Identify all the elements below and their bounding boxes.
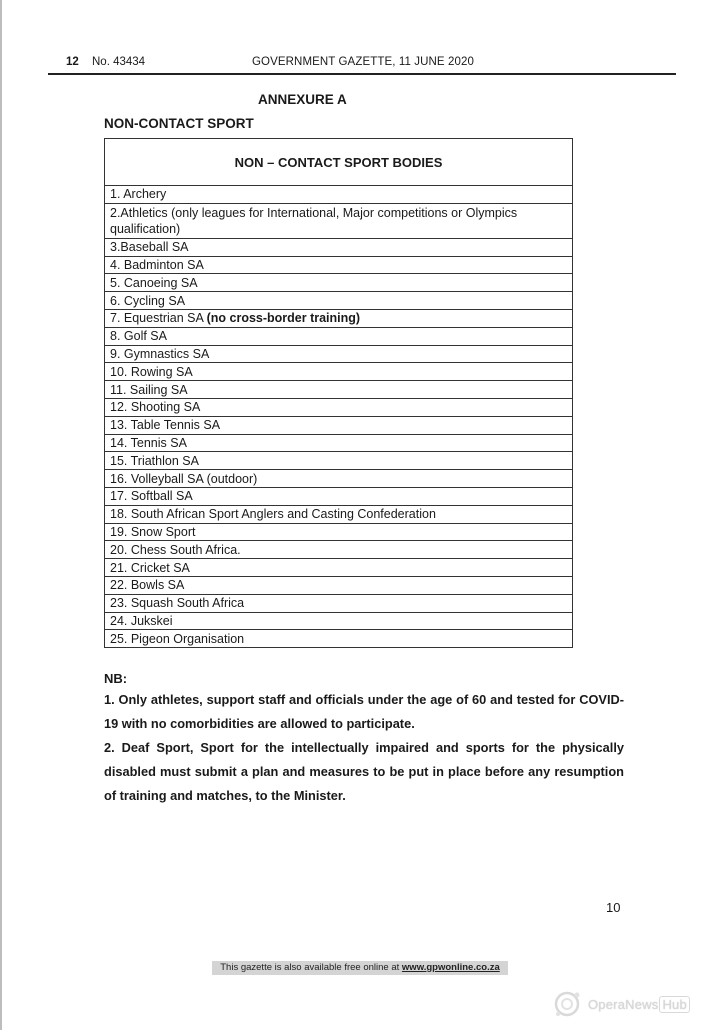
footer-note	[212, 961, 508, 975]
watermark	[552, 990, 690, 1018]
table-row	[105, 398, 573, 416]
table-row	[105, 470, 573, 488]
table-cell	[105, 398, 573, 416]
table-cell	[105, 523, 573, 541]
sport-body-name: 21. Cricket SA	[110, 560, 190, 575]
table-row	[105, 345, 573, 363]
table-header: NON – CONTACT SPORT BODIES	[105, 139, 573, 186]
table-cell	[105, 434, 573, 452]
sport-body-name: 19. Snow Sport	[110, 524, 196, 539]
table-cell	[105, 541, 573, 559]
table-row	[105, 363, 573, 381]
table-cell	[105, 487, 573, 505]
sport-body-name: 24. Jukskei	[110, 613, 173, 628]
sport-body-name: 18. South African Sport Anglers and Casting Confederation	[110, 507, 436, 522]
table-cell	[105, 612, 573, 630]
nb-item-2: 2. Deaf Sport, Sport for the intellectually impaired and sports for the physically disabled must submit a plan and measures to be put in place before any resumption of training and matches, to the Minister.	[104, 740, 624, 803]
sport-body-name: 8. Golf SA	[110, 329, 167, 344]
table-row	[105, 434, 573, 452]
sport-body-name: 14. Tennis SA	[110, 435, 187, 450]
sport-body-name: 9. Gymnastics SA	[110, 346, 210, 361]
table-cell	[105, 238, 573, 256]
opera-news-logo-icon	[552, 989, 582, 1019]
table-row	[105, 487, 573, 505]
sport-body-name: 3.Baseball SA	[110, 240, 189, 255]
sport-body-name: 17. Softball SA	[110, 489, 193, 504]
nb-label: NB:	[104, 671, 128, 686]
table-cell	[105, 363, 573, 381]
table-row	[105, 292, 573, 310]
footer-text: This gazette is also available free online at	[220, 962, 402, 973]
table-row	[105, 256, 573, 274]
table-row	[105, 612, 573, 630]
table-cell	[105, 292, 573, 310]
sport-body-name: 7. Equestrian SA	[110, 311, 207, 326]
table-cell	[105, 186, 573, 204]
table-cell	[105, 274, 573, 292]
footer-url-link[interactable]: www.gpwonline.co.za	[401, 962, 500, 973]
section-title: NON-CONTACT SPORT	[104, 116, 254, 131]
sport-body-name: 5. Canoeing SA	[110, 275, 198, 290]
sport-body-name: 4. Badminton SA	[110, 257, 204, 272]
header-gazette-number: No. 43434	[92, 56, 146, 68]
table-cell	[105, 630, 573, 648]
table-row	[105, 594, 573, 612]
sport-body-name: 12. Shooting SA	[110, 400, 201, 415]
sport-body-name: 1. Archery	[110, 187, 167, 202]
table-cell	[105, 576, 573, 594]
table-cell	[105, 345, 573, 363]
watermark-brand: OperaNews	[588, 996, 659, 1012]
table-row	[105, 327, 573, 345]
sport-body-name: 6. Cycling SA	[110, 293, 186, 308]
sport-body-name: 2.Athletics (only leagues for International, Major competitions or Olympics qualification)	[110, 205, 518, 236]
table-row	[105, 238, 573, 256]
table-row	[105, 309, 573, 327]
annexure-title: ANNEXURE A	[258, 92, 347, 107]
sport-body-name: 22. Bowls SA	[110, 578, 185, 593]
sport-body-name: 13. Table Tennis SA	[110, 418, 221, 433]
page-edge-line	[0, 0, 2, 1030]
table-cell	[105, 256, 573, 274]
table-cell	[105, 203, 573, 238]
table-row	[105, 274, 573, 292]
sport-body-name: 20. Chess South Africa.	[110, 542, 241, 557]
table-row	[105, 203, 573, 238]
table-cell	[105, 416, 573, 434]
table-row	[105, 630, 573, 648]
header-divider	[48, 73, 676, 75]
table-row	[105, 576, 573, 594]
header-gazette-title: GOVERNMENT GAZETTE, 11 JUNE 2020	[252, 56, 474, 68]
sport-body-name: 23. Squash South Africa	[110, 596, 245, 611]
table-row	[105, 541, 573, 559]
watermark-text	[588, 997, 690, 1012]
table-cell	[105, 309, 573, 327]
table-cell	[105, 505, 573, 523]
table-row	[105, 505, 573, 523]
table-row	[105, 416, 573, 434]
table-body	[105, 186, 573, 648]
table-row	[105, 452, 573, 470]
table-cell	[105, 452, 573, 470]
sport-bodies-table	[104, 138, 573, 648]
table-row	[105, 559, 573, 577]
nb-item-1: 1. Only athletes, support staff and officials under the age of 60 and tested for COVID-19 with no comorbidities are allowed to participate.	[104, 692, 624, 731]
table-cell	[105, 470, 573, 488]
watermark-hub: Hub	[659, 996, 689, 1013]
page-footer-number: 10	[606, 900, 621, 915]
table-row	[105, 186, 573, 204]
header-page-number: 12	[66, 56, 79, 68]
sport-body-name: 16. Volleyball SA (outdoor)	[110, 471, 258, 486]
table-cell	[105, 327, 573, 345]
sport-body-name: 15. Triathlon SA	[110, 453, 199, 468]
sport-body-name: 11. Sailing SA	[110, 382, 188, 397]
table-row	[105, 381, 573, 399]
table-cell	[105, 381, 573, 399]
table-cell	[105, 594, 573, 612]
sport-body-name: 10. Rowing SA	[110, 364, 193, 379]
sport-body-note: (no cross-border training)	[206, 311, 361, 326]
sport-body-name: 25. Pigeon Organisation	[110, 631, 245, 646]
page-header	[66, 56, 474, 68]
table-cell	[105, 559, 573, 577]
table-row	[105, 523, 573, 541]
